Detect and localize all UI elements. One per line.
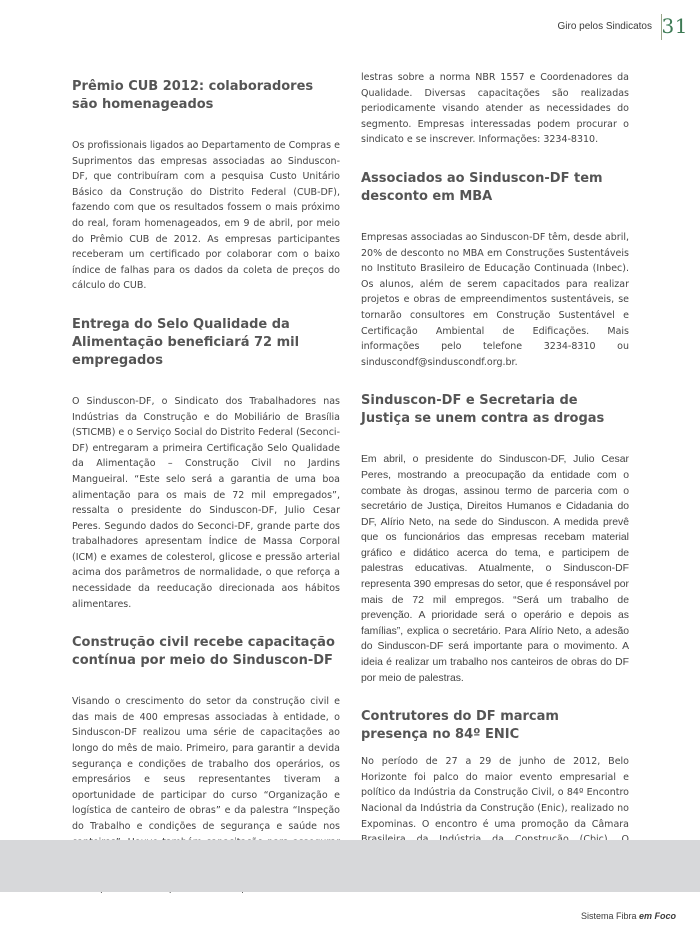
page-number: 31	[661, 14, 688, 38]
article-title: Entrega do Selo Qualidade da Alimentação beneficiará 72 mil empregados	[72, 316, 300, 368]
page-header	[0, 0, 700, 56]
article-body: Os profissionais ligados ao Departamento de Compras e Suprimentos das empresas associadas ao Sinduscon-DF, que contribuíram com a pesquisa Custo Unitário Básico da Construção do Distrito Federal (CUB-DF), fazendo com que os resultados fossem o mais próximo do real, foram homenageados, em 9 de abril, por meio do Prêmio CUB de 2012. As empresas participantes receberam um certificado por colaborar com o baixo índice de falhas para os dados da coleta de preços do cálculo do CUB.	[72, 140, 340, 292]
article-mba	[361, 170, 629, 370]
article-premio-cub	[72, 78, 340, 294]
right-column	[361, 70, 629, 901]
article-body-continued: lestras sobre a norma NBR 1557 e Coordenadores da Qualidade. Diversas capacitações são realizadas periodicamente visando atender as necessidades do segmento. Empresas interessadas podem procurar o sindicato e se inscrever. Informações: 3234-8310.	[361, 72, 629, 146]
section-title: Giro pelos Sindicatos	[557, 21, 652, 32]
article-body: Em abril, o presidente do Sinduscon-DF, Julio Cesar Peres, mostrando a preocupação da entidade com o combate às drogas, assinou termo de parceria com o secretário de Justiça, Direitos Humanos e Cidadania do DF, Alírio Neto, na sede do Sinduscon. A medida prevê que os funcionários das empresas recebam material gráfico e didático acerca do tema, e participem de palestras educativas. Atualmente, o Sinduscon-DF representa 390 empresas do setor, que é responsável por mais de 72 mil empregos. “Será um trabalho de prevenção. A prioridade será o operário e depois as famílias”, explica o secretário. Para Alírio Neto, a adesão do Sinduscon-DF será importante para o movimento. A ideia é realizar um trabalho nos canteiros de obras do DF por meio de palestras.	[361, 454, 629, 684]
article-title: Sinduscon-DF e Secretaria de Justiça se unem contra as drogas	[361, 393, 605, 427]
article-selo-qualidade	[72, 316, 340, 612]
article-drogas	[361, 392, 629, 686]
footer-band	[0, 840, 700, 892]
footer-brand-prefix: Sistema Fibra	[580, 911, 639, 921]
article-title: Construção civil recebe capacitação contínua por meio do Sinduscon-DF	[72, 635, 335, 669]
article-title: Prêmio CUB 2012: colaboradores são homenageados	[72, 79, 314, 112]
article-body: O Sinduscon-DF, o Sindicato dos Trabalhadores nas Indústrias da Construção e do Mobiliário de Brasília (STICMB) e o Serviço Social do Distrito Federal (Seconci-DF) entregaram a primeira Certificação Selo Qualidade da Alimentação – Construção Civil no Jardins Mangueiral. “Este selo será a garantia de uma boa alimentação para os mais de 72 mil empregados”, ressalta o presidente do Sinduscon-DF, Julio Cesar Peres. Segundo dados do Seconci-DF, grande parte dos trabalhadores apresentam Índice de Massa Corporal (ICM) e exames de colesterol, glicose e pressão arterial acima dos parâmetros de normalidade, o que reforça a necessidade da reeducação direcionada aos hábitos alimentares.	[72, 395, 340, 610]
article-title: Associados ao Sinduscon-DF tem desconto em MBA	[361, 170, 603, 204]
footer-brand	[581, 911, 676, 921]
article-body: Empresas associadas ao Sinduscon-DF têm, desde abril, 20% de desconto no MBA em Construções Sustentáveis no Instituto Brasileiro de Educação Continuada (Inbec). Os alunos, além de serem capacitados para realizar projetos e obras de empreendimentos sustentáveis, se tornarão consultores em Construção Sustentável e Certificação Ambiental de Edificações. Mais informações pelo telefone 3234-8310 ou sinduscondf@sinduscondf.org.br.	[361, 231, 629, 368]
article-body: No período de 27 a 29 de junho de 2012, Belo Horizonte foi palco do maior evento empresarial e político da Indústria da Construção Civil, o 84º Encontro Nacional da Indústria da Construção (Enic), realizado no Expominas. O encontro é uma promoção da Câmara	[361, 756, 629, 830]
footer-brand-emphasis: em Foco	[638, 911, 676, 921]
left-column	[72, 70, 340, 919]
article-body: Visando o crescimento do setor da construção civil e das mais de 400 empresas associadas à entidade, o Sinduscon-DF realizou uma série de capacitações ao longo do mês de maio. Primeiro, para garantir a devida segurança e condições de trabalho dos operários, os empresários e seus representantes tiveram a oportunidade de participar do curso “Organização e logística de canteiro de obras” e da palestra “Inspeção do Trabalho e condições de segurança e saúde nos	[72, 696, 340, 832]
article-title: Contrutores do DF marcam presença no 84º ENIC	[361, 709, 559, 743]
